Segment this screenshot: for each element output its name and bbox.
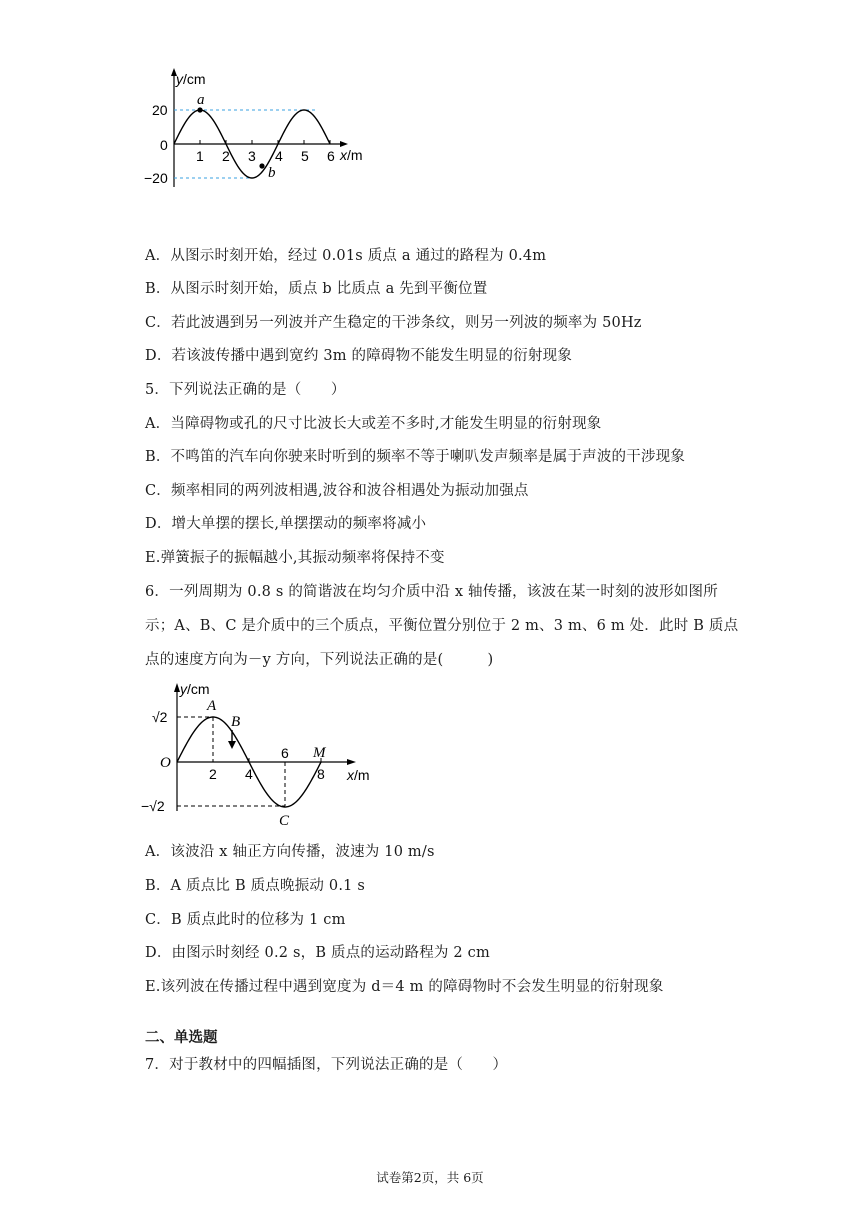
wave-figure-1 (140, 62, 400, 192)
y-tick-20: 20 (152, 102, 168, 118)
x-tick-6: 6 (327, 148, 335, 164)
x-tick-2: 2 (222, 148, 230, 164)
q6-stem-line1: 6．一列周期为 0.8 s 的简谐波在均匀介质中沿 x 轴传播，该波在某一时刻的波形如图所 (145, 584, 718, 600)
y-tick-neg20: −20 (144, 170, 168, 186)
fig2-point-A: A (207, 698, 217, 714)
q5-option-d: D．增大单摆的摆长,单摆摆动的频率将减小 (145, 516, 427, 532)
wave-figure-2 (140, 676, 400, 829)
fig2-x-tick-4: 4 (245, 766, 253, 782)
x-tick-1: 1 (196, 148, 204, 164)
fig2-point-C: C (279, 813, 290, 829)
q6-option-a: A．该波沿 x 轴正方向传播，波速为 10 m/s (145, 844, 435, 860)
page-footer: 试卷第2页，共 6页 (376, 1170, 484, 1185)
point-a-label: a (197, 92, 205, 108)
q6-option-d: D．由图示时刻经 0.2 s，B 质点的运动路程为 2 cm (145, 945, 490, 961)
q7-stem: 7．对于教材中的四幅插图，下列说法正确的是（ ） (145, 1057, 508, 1073)
fig2-y-top: √2 (152, 709, 168, 725)
fig2-x-tick-6: 6 (281, 745, 289, 761)
q6-option-b: B．A 质点比 B 质点晚振动 0.1 s (145, 878, 366, 894)
fig2-y-axis-label: y/cm (180, 681, 210, 697)
q6-option-c: C．B 质点此时的位移为 1 cm (145, 912, 346, 928)
q5-option-c: C．频率相同的两列波相遇,波谷和波谷相遇处为振动加强点 (145, 483, 529, 499)
q5-stem: 5．下列说法正确的是（ ） (145, 382, 346, 398)
fig2-y-bottom: −√2 (141, 798, 165, 814)
q6-option-e: E.该列波在传播过程中遇到宽度为 d＝4 m 的障碍物时不会发生明显的衍射现象 (145, 979, 664, 995)
point-a-marker (197, 107, 202, 112)
x-tick-4: 4 (275, 148, 283, 164)
point-b-marker (259, 163, 264, 168)
y-tick-0: 0 (160, 137, 168, 153)
x-axis-label: x/m (340, 147, 363, 163)
q5-option-e: E.弹簧振子的振幅越小,其振动频率将保持不变 (145, 550, 445, 566)
y-axis-label: y/cm (176, 71, 206, 87)
fig2-point-M: M (313, 745, 326, 761)
q4-option-b: B．从图示时刻开始，质点 b 比质点 a 先到平衡位置 (145, 281, 488, 297)
fig2-x-tick-2: 2 (209, 766, 217, 782)
point-b-label: b (268, 165, 276, 181)
fig2-x-tick-8: 8 (317, 766, 325, 782)
section-heading: 二、单选题 (145, 1029, 218, 1046)
q6-stem-line2: 示；A、B、C 是介质中的三个质点，平衡位置分别位于 2 m、3 m、6 m 处．此时 B 质点 (145, 618, 739, 634)
q4-option-a: A．从图示时刻开始，经过 0.01s 质点 a 通过的路程为 0.4m (145, 248, 547, 264)
x-tick-3: 3 (248, 148, 256, 164)
q4-option-d: D．若该波传播中遇到宽约 3m 的障碍物不能发生明显的衍射现象 (145, 348, 573, 364)
fig2-origin: O (160, 755, 171, 771)
q5-option-a: A．当障碍物或孔的尺寸比波长大或差不多时,才能发生明显的衍射现象 (145, 416, 602, 432)
fig2-x-axis-label: x/m (347, 767, 370, 783)
q5-option-b: B．不鸣笛的汽车向你驶来时听到的频率不等于喇叭发声频率是属于声波的干涉现象 (145, 449, 686, 465)
x-tick-5: 5 (301, 148, 309, 164)
q4-option-c: C．若此波遇到另一列波并产生稳定的干涉条纹，则另一列波的频率为 50Hz (145, 315, 642, 331)
fig2-point-B: B (231, 714, 241, 730)
q6-stem-line3: 点的速度方向为－y 方向，下列说法正确的是( ) (145, 652, 494, 668)
